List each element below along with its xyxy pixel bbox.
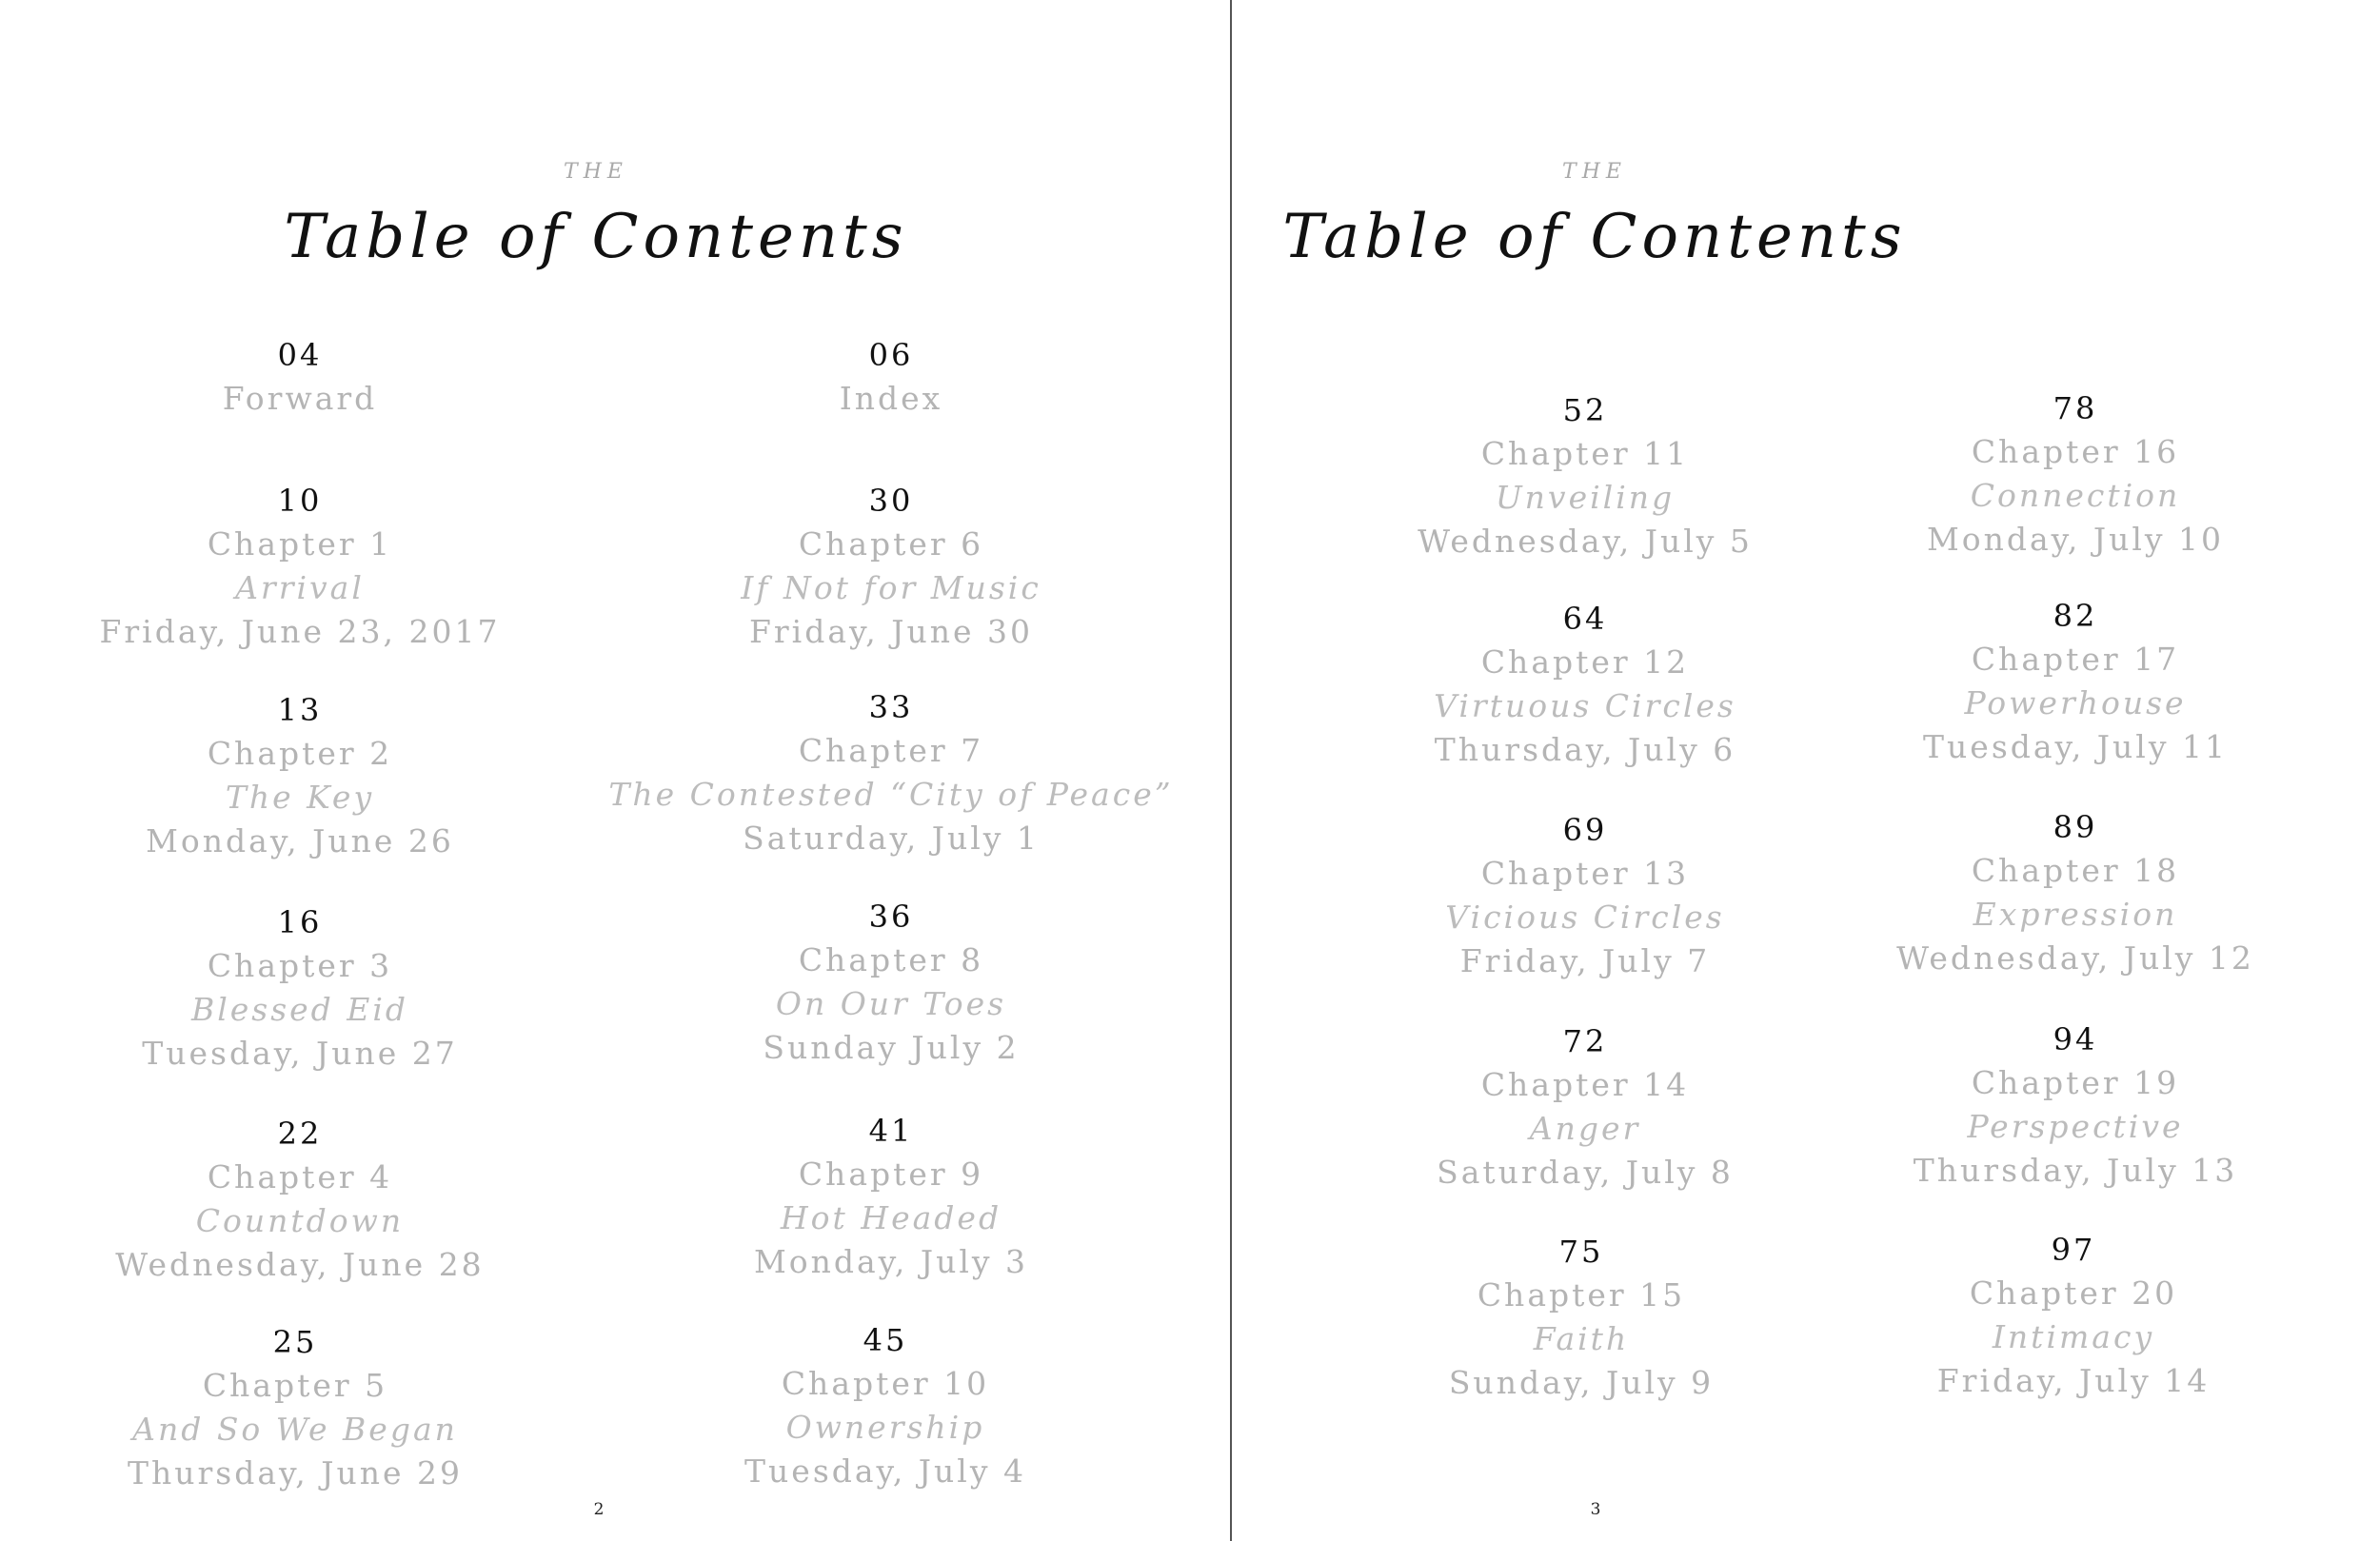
entry-title: Arrival	[235, 569, 365, 606]
entry-chapter: Chapter 10	[781, 1365, 990, 1402]
entry-title: Faith	[1533, 1320, 1630, 1357]
entry-date: Tuesday, July 4	[744, 1452, 1026, 1490]
entry-date: Thursday, July 13	[1913, 1152, 2238, 1189]
toc-entry-chapter-17[interactable]	[1790, 594, 2361, 769]
entry-date: Wednesday, July 5	[1418, 523, 1753, 560]
entry-date: Wednesday, July 12	[1896, 939, 2254, 977]
toc-kicker: THE	[1562, 160, 1627, 184]
entry-page-number: 10	[277, 483, 323, 519]
entry-chapter: Chapter 18	[1971, 852, 2180, 889]
entry-title: If Not for Music	[741, 569, 1041, 606]
entry-chapter: Chapter 6	[798, 525, 984, 563]
entry-title: Hot Headed	[780, 1199, 1002, 1236]
page-number-footer: 3	[1590, 1500, 1601, 1519]
toc-entry-chapter-8[interactable]	[605, 895, 1177, 1070]
entry-page-number: 16	[277, 904, 323, 940]
toc-title: Table of Contents	[1282, 202, 1907, 272]
entry-date: Tuesday, July 11	[1923, 728, 2228, 765]
entry-page-number: 13	[277, 692, 323, 728]
entry-chapter: Chapter 20	[1969, 1274, 2178, 1312]
entry-date: Friday, June 30	[748, 613, 1033, 650]
entry-chapter: Chapter 4	[207, 1158, 393, 1195]
entry-chapter: Chapter 5	[202, 1367, 388, 1404]
entry-date: Monday, June 26	[146, 822, 454, 859]
entry-chapter: Chapter 17	[1971, 641, 2180, 678]
entry-date: Saturday, July 1	[743, 820, 1040, 857]
entry-date: Monday, July 10	[1926, 521, 2225, 558]
toc-entry-chapter-3[interactable]	[14, 900, 585, 1076]
entry-date: Friday, July 14	[1936, 1362, 2211, 1399]
toc-entry-chapter-20[interactable]	[1788, 1228, 2359, 1403]
entry-date: Sunday July 2	[763, 1029, 1020, 1066]
entry-label: Index	[839, 380, 943, 417]
entry-date: Thursday, June 29	[127, 1454, 463, 1492]
entry-title: The Key	[225, 779, 375, 816]
entry-page-number: 52	[1562, 392, 1608, 428]
entry-page-number: 41	[868, 1113, 914, 1149]
toc-entry-chapter-11[interactable]	[1299, 388, 1871, 563]
toc-kicker: THE	[564, 160, 628, 184]
entry-page-number: 33	[868, 689, 914, 725]
entry-chapter: Chapter 14	[1480, 1066, 1690, 1103]
toc-entry-chapter-4[interactable]	[14, 1112, 585, 1287]
entry-page-number: 25	[272, 1324, 318, 1360]
entry-title: Perspective	[1967, 1108, 2184, 1145]
entry-title: Ownership	[785, 1409, 985, 1446]
entry-page-number: 36	[868, 899, 914, 935]
entry-date: Saturday, July 8	[1437, 1154, 1734, 1191]
entry-chapter: Chapter 16	[1971, 433, 2180, 470]
toc-entry-chapter-18[interactable]	[1790, 805, 2361, 980]
entry-title: Intimacy	[1992, 1318, 2155, 1355]
entry-title: Unveiling	[1495, 479, 1676, 516]
toc-entry-chapter-6[interactable]	[605, 479, 1177, 654]
entry-date: Sunday, July 9	[1448, 1364, 1715, 1401]
entry-title: Powerhouse	[1964, 684, 2187, 721]
entry-date: Monday, July 3	[753, 1243, 1029, 1280]
entry-title: Connection	[1970, 477, 2181, 514]
entry-page-number: 75	[1558, 1234, 1604, 1270]
entry-chapter: Chapter 7	[798, 732, 984, 769]
entry-date: Tuesday, June 27	[142, 1035, 458, 1072]
entry-title: Anger	[1529, 1110, 1641, 1147]
entry-title: The Contested “City of Peace”	[608, 776, 1174, 813]
page-number-footer: 2	[593, 1500, 605, 1519]
toc-entry-chapter-13[interactable]	[1299, 808, 1871, 983]
toc-entry-chapter-10[interactable]	[600, 1318, 1171, 1493]
entry-label: Forward	[222, 380, 378, 417]
entry-chapter: Chapter 15	[1477, 1276, 1686, 1314]
toc-entry-chapter-1[interactable]	[14, 479, 585, 654]
entry-date: Friday, July 7	[1459, 942, 1711, 979]
entry-date: Friday, June 23, 2017	[99, 613, 501, 650]
entry-chapter: Chapter 11	[1480, 435, 1690, 472]
toc-entry-chapter-12[interactable]	[1299, 597, 1871, 772]
toc-entry-chapter-2[interactable]	[14, 688, 585, 863]
entry-date: Thursday, July 6	[1434, 731, 1736, 768]
entry-title: And So We Began	[132, 1411, 458, 1448]
toc-entry-chapter-9[interactable]	[605, 1109, 1177, 1284]
toc-entry-forward[interactable]	[14, 333, 585, 421]
entry-chapter: Chapter 9	[798, 1156, 984, 1193]
entry-chapter: Chapter 19	[1971, 1064, 2180, 1101]
entry-page-number: 97	[2051, 1232, 2096, 1268]
entry-chapter: Chapter 13	[1480, 855, 1690, 892]
right-page	[1232, 0, 2380, 1541]
entry-title: Blessed Eid	[190, 991, 409, 1028]
entry-title: On Our Toes	[775, 985, 1007, 1022]
entry-chapter: Chapter 12	[1480, 643, 1690, 681]
entry-page-number: 78	[2053, 390, 2098, 426]
entry-page-number: 82	[2053, 598, 2098, 634]
toc-entry-chapter-16[interactable]	[1790, 386, 2361, 562]
toc-entry-chapter-15[interactable]	[1296, 1230, 1867, 1405]
entry-page-number: 72	[1562, 1023, 1608, 1059]
entry-page-number: 30	[868, 483, 914, 519]
toc-entry-chapter-19[interactable]	[1790, 1017, 2361, 1193]
entry-chapter: Chapter 1	[207, 525, 393, 563]
entry-title: Expression	[1973, 896, 2178, 933]
entry-page-number: 06	[868, 337, 914, 373]
entry-page-number: 64	[1562, 601, 1608, 637]
toc-title: Table of Contents	[284, 202, 908, 272]
entry-chapter: Chapter 2	[207, 735, 393, 772]
entry-chapter: Chapter 8	[798, 941, 984, 978]
toc-entry-chapter-5[interactable]	[10, 1320, 581, 1495]
entry-page-number: 69	[1562, 812, 1608, 848]
entry-title: Countdown	[195, 1202, 405, 1239]
entry-title: Virtuous Circles	[1434, 687, 1736, 724]
entry-page-number: 04	[277, 337, 323, 373]
entry-title: Vicious Circles	[1445, 899, 1725, 936]
entry-page-number: 94	[2053, 1021, 2098, 1057]
entry-page-number: 89	[2053, 809, 2098, 845]
entry-page-number: 22	[277, 1116, 323, 1152]
entry-date: Wednesday, June 28	[115, 1246, 485, 1283]
entry-chapter: Chapter 3	[207, 947, 393, 984]
entry-page-number: 45	[863, 1322, 908, 1358]
toc-entry-chapter-7[interactable]	[605, 685, 1177, 860]
toc-entry-chapter-14[interactable]	[1299, 1019, 1871, 1195]
toc-entry-index[interactable]	[605, 333, 1177, 421]
